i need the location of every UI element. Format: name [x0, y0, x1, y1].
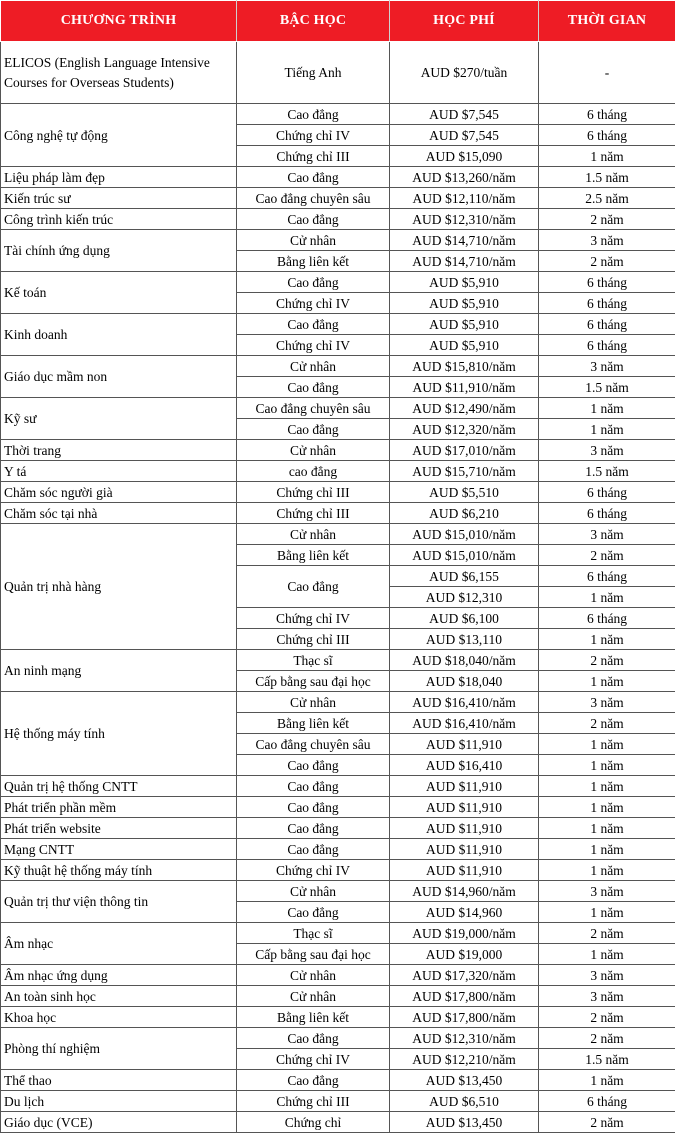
- level-cell: Chứng chỉ III: [237, 629, 390, 650]
- table-row: [1, 230, 675, 251]
- level-cell: Chứng chỉ IV: [237, 125, 390, 146]
- duration-cell: 6 tháng: [539, 125, 675, 146]
- level-cell: Cao đẳng: [237, 209, 390, 230]
- table-row: [1, 650, 675, 671]
- duration-cell: 6 tháng: [539, 566, 675, 587]
- table-row: [1, 923, 675, 944]
- fee-cell: AUD $11,910: [390, 818, 539, 839]
- level-cell: Chứng chỉ III: [237, 146, 390, 167]
- fee-cell: AUD $5,910: [390, 272, 539, 293]
- table-row: [1, 1091, 675, 1112]
- duration-cell: 1 năm: [539, 797, 675, 818]
- level-cell: Cao đẳng: [237, 776, 390, 797]
- level-cell: Cử nhân: [237, 881, 390, 902]
- duration-cell: 2 năm: [539, 923, 675, 944]
- table-row: [1, 461, 675, 482]
- duration-cell: 6 tháng: [539, 272, 675, 293]
- duration-cell: 1 năm: [539, 1070, 675, 1091]
- fee-cell: AUD $16,410/năm: [390, 692, 539, 713]
- level-cell: Cao đẳng: [237, 419, 390, 440]
- duration-cell: 1 năm: [539, 860, 675, 881]
- level-cell: Cao đẳng: [237, 167, 390, 188]
- level-cell: Cao đẳng: [237, 797, 390, 818]
- fee-cell: AUD $13,450: [390, 1070, 539, 1091]
- fee-cell: AUD $18,040/năm: [390, 650, 539, 671]
- program-name-cell: Mạng CNTT: [1, 839, 237, 860]
- table-row: [1, 776, 675, 797]
- table-row: [1, 104, 675, 125]
- table-row: [1, 503, 675, 524]
- table-row: [1, 881, 675, 902]
- fee-cell: AUD $7,545: [390, 104, 539, 125]
- fee-cell: AUD $13,110: [390, 629, 539, 650]
- level-cell: Cử nhân: [237, 356, 390, 377]
- program-name-cell: Kinh doanh: [1, 314, 237, 356]
- level-cell: Cao đẳng: [237, 902, 390, 923]
- fee-cell: AUD $15,010/năm: [390, 545, 539, 566]
- program-name-cell: Âm nhạc: [1, 923, 237, 965]
- program-name-cell: Khoa học: [1, 1007, 237, 1028]
- program-name-cell: Liệu pháp làm đẹp: [1, 167, 237, 188]
- level-cell: Cử nhân: [237, 692, 390, 713]
- fee-cell: AUD $12,310/năm: [390, 1028, 539, 1049]
- duration-cell: 3 năm: [539, 356, 675, 377]
- level-cell: Cao đẳng chuyên sâu: [237, 188, 390, 209]
- fee-cell: AUD $14,710/năm: [390, 230, 539, 251]
- level-cell: Cấp bằng sau đại học: [237, 671, 390, 692]
- table-row: [1, 524, 675, 545]
- fee-cell: AUD $17,800/năm: [390, 986, 539, 1007]
- level-cell: Cao đẳng: [237, 1070, 390, 1091]
- table-row: [1, 986, 675, 1007]
- duration-cell: 6 tháng: [539, 608, 675, 629]
- program-name-cell: Tài chính ứng dụng: [1, 230, 237, 272]
- header-row: [1, 1, 675, 42]
- level-cell: Cử nhân: [237, 965, 390, 986]
- header-level: BẬC HỌC: [237, 1, 390, 42]
- program-name-cell: Kỹ sư: [1, 398, 237, 440]
- duration-cell: 1 năm: [539, 398, 675, 419]
- level-cell: Chứng chỉ IV: [237, 1049, 390, 1070]
- table-row: [1, 860, 675, 881]
- fee-cell: AUD $14,960/năm: [390, 881, 539, 902]
- program-name-cell: An ninh mạng: [1, 650, 237, 692]
- duration-cell: 1 năm: [539, 818, 675, 839]
- level-cell: Chứng chỉ IV: [237, 860, 390, 881]
- table-row: [1, 398, 675, 419]
- duration-cell: 6 tháng: [539, 1091, 675, 1112]
- fee-cell: AUD $12,210/năm: [390, 1049, 539, 1070]
- duration-cell: 2 năm: [539, 251, 675, 272]
- duration-cell: 1 năm: [539, 587, 675, 608]
- fee-cell: AUD $11,910: [390, 776, 539, 797]
- header-duration: THỜI GIAN: [539, 1, 675, 42]
- fee-cell: AUD $11,910: [390, 860, 539, 881]
- table-row: [1, 1112, 675, 1133]
- duration-cell: 3 năm: [539, 986, 675, 1007]
- header-fee: HỌC PHÍ: [390, 1, 539, 42]
- fee-cell: AUD $15,810/năm: [390, 356, 539, 377]
- level-cell: Bằng liên kết: [237, 713, 390, 734]
- fee-cell: AUD $5,910: [390, 335, 539, 356]
- duration-cell: 6 tháng: [539, 314, 675, 335]
- program-name-cell: Quản trị hệ thống CNTT: [1, 776, 237, 797]
- duration-cell: 6 tháng: [539, 104, 675, 125]
- program-name-cell: Kế toán: [1, 272, 237, 314]
- table-row: [1, 209, 675, 230]
- level-cell: Chứng chỉ IV: [237, 608, 390, 629]
- level-cell: Cao đẳng: [237, 839, 390, 860]
- level-cell: Cao đẳng chuyên sâu: [237, 734, 390, 755]
- level-cell: Cử nhân: [237, 986, 390, 1007]
- program-name-cell: Thể thao: [1, 1070, 237, 1091]
- fee-cell: AUD $6,510: [390, 1091, 539, 1112]
- duration-cell: 3 năm: [539, 965, 675, 986]
- fee-cell: AUD $270/tuần: [390, 42, 539, 104]
- table-row: [1, 839, 675, 860]
- duration-cell: 1 năm: [539, 944, 675, 965]
- program-name-cell: Kiến trúc sư: [1, 188, 237, 209]
- fee-cell: AUD $12,110/năm: [390, 188, 539, 209]
- program-name-cell: Công trình kiến trúc: [1, 209, 237, 230]
- level-cell: Tiếng Anh: [237, 42, 390, 104]
- fee-cell: AUD $19,000: [390, 944, 539, 965]
- duration-cell: 2 năm: [539, 209, 675, 230]
- fee-cell: AUD $6,155: [390, 566, 539, 587]
- fee-cell: AUD $6,210: [390, 503, 539, 524]
- fee-cell: AUD $12,310/năm: [390, 209, 539, 230]
- fee-cell: AUD $7,545: [390, 125, 539, 146]
- fee-cell: AUD $6,100: [390, 608, 539, 629]
- program-name-cell: Kỹ thuật hệ thống máy tính: [1, 860, 237, 881]
- duration-cell: 3 năm: [539, 881, 675, 902]
- program-name-cell: Y tá: [1, 461, 237, 482]
- duration-cell: 6 tháng: [539, 482, 675, 503]
- level-cell: Bằng liên kết: [237, 545, 390, 566]
- fee-cell: AUD $11,910: [390, 797, 539, 818]
- duration-cell: 3 năm: [539, 524, 675, 545]
- program-name-cell: Công nghệ tự động: [1, 104, 237, 167]
- duration-cell: 3 năm: [539, 692, 675, 713]
- duration-cell: 2 năm: [539, 1112, 675, 1133]
- table-row: [1, 42, 675, 104]
- fee-cell: AUD $14,960: [390, 902, 539, 923]
- fee-cell: AUD $15,010/năm: [390, 524, 539, 545]
- table-row: [1, 482, 675, 503]
- duration-cell: 1 năm: [539, 671, 675, 692]
- duration-cell: 1 năm: [539, 734, 675, 755]
- duration-cell: 3 năm: [539, 440, 675, 461]
- level-cell: cao đẳng: [237, 461, 390, 482]
- level-cell: Bằng liên kết: [237, 251, 390, 272]
- fee-cell: AUD $15,710/năm: [390, 461, 539, 482]
- duration-cell: 2 năm: [539, 545, 675, 566]
- level-cell: Thạc sĩ: [237, 923, 390, 944]
- table-row: [1, 272, 675, 293]
- program-name-cell: An toàn sinh học: [1, 986, 237, 1007]
- level-cell: Chứng chỉ: [237, 1112, 390, 1133]
- table-row: [1, 1028, 675, 1049]
- duration-cell: 1 năm: [539, 146, 675, 167]
- level-cell: Cao đẳng: [237, 818, 390, 839]
- duration-cell: 1 năm: [539, 839, 675, 860]
- table-row: [1, 314, 675, 335]
- level-cell: Chứng chỉ IV: [237, 293, 390, 314]
- program-name-cell: Quản trị thư viện thông tin: [1, 881, 237, 923]
- table-row: [1, 356, 675, 377]
- duration-cell: 2.5 năm: [539, 188, 675, 209]
- program-name-cell: Âm nhạc ứng dụng: [1, 965, 237, 986]
- fee-cell: AUD $16,410: [390, 755, 539, 776]
- program-name-cell: Phát triển phần mềm: [1, 797, 237, 818]
- duration-cell: 6 tháng: [539, 335, 675, 356]
- level-cell: Cao đẳng: [237, 377, 390, 398]
- table-body: [1, 42, 675, 1133]
- fee-cell: AUD $13,450: [390, 1112, 539, 1133]
- level-cell: Cao đẳng: [237, 314, 390, 335]
- duration-cell: 3 năm: [539, 230, 675, 251]
- fee-cell: AUD $16,410/năm: [390, 713, 539, 734]
- fee-cell: AUD $5,510: [390, 482, 539, 503]
- level-cell: Chứng chỉ IV: [237, 335, 390, 356]
- level-cell: Cấp bằng sau đại học: [237, 944, 390, 965]
- program-name-cell: Giáo dục (VCE): [1, 1112, 237, 1133]
- table-row: [1, 965, 675, 986]
- duration-cell: 1.5 năm: [539, 377, 675, 398]
- level-cell: Bằng liên kết: [237, 1007, 390, 1028]
- level-cell: Cao đẳng: [237, 566, 390, 608]
- program-name-cell: Phát triển website: [1, 818, 237, 839]
- level-cell: Chứng chỉ III: [237, 482, 390, 503]
- duration-cell: 6 tháng: [539, 293, 675, 314]
- fee-cell: AUD $14,710/năm: [390, 251, 539, 272]
- table-row: [1, 1070, 675, 1091]
- program-name-cell: ELICOS (English Language Intensive Courses for Overseas Students): [1, 42, 237, 104]
- level-cell: Chứng chỉ III: [237, 503, 390, 524]
- level-cell: Cử nhân: [237, 440, 390, 461]
- fee-cell: AUD $18,040: [390, 671, 539, 692]
- duration-cell: 1 năm: [539, 629, 675, 650]
- duration-cell: 1 năm: [539, 902, 675, 923]
- duration-cell: 1.5 năm: [539, 461, 675, 482]
- fee-cell: AUD $12,310: [390, 587, 539, 608]
- duration-cell: -: [539, 42, 675, 104]
- level-cell: Cao đẳng: [237, 755, 390, 776]
- duration-cell: 1.5 năm: [539, 1049, 675, 1070]
- level-cell: Cao đẳng: [237, 1028, 390, 1049]
- program-name-cell: Thời trang: [1, 440, 237, 461]
- table-row: [1, 692, 675, 713]
- level-cell: Chứng chỉ III: [237, 1091, 390, 1112]
- fee-cell: AUD $12,320/năm: [390, 419, 539, 440]
- fee-cell: AUD $11,910: [390, 734, 539, 755]
- duration-cell: 2 năm: [539, 713, 675, 734]
- duration-cell: 6 tháng: [539, 503, 675, 524]
- level-cell: Cao đẳng: [237, 104, 390, 125]
- fee-cell: AUD $5,910: [390, 314, 539, 335]
- level-cell: Cao đẳng chuyên sâu: [237, 398, 390, 419]
- fee-cell: AUD $13,260/năm: [390, 167, 539, 188]
- table-row: [1, 167, 675, 188]
- program-name-cell: Chăm sóc người già: [1, 482, 237, 503]
- fee-cell: AUD $17,800/năm: [390, 1007, 539, 1028]
- table-row: [1, 188, 675, 209]
- table-row: [1, 797, 675, 818]
- duration-cell: 1 năm: [539, 776, 675, 797]
- fee-cell: AUD $12,490/năm: [390, 398, 539, 419]
- table-row: [1, 1007, 675, 1028]
- header-program: CHƯƠNG TRÌNH: [1, 1, 237, 42]
- table-row: [1, 818, 675, 839]
- level-cell: Thạc sĩ: [237, 650, 390, 671]
- duration-cell: 1.5 năm: [539, 167, 675, 188]
- duration-cell: 1 năm: [539, 419, 675, 440]
- duration-cell: 2 năm: [539, 650, 675, 671]
- fee-cell: AUD $19,000/năm: [390, 923, 539, 944]
- fee-cell: AUD $15,090: [390, 146, 539, 167]
- duration-cell: 2 năm: [539, 1028, 675, 1049]
- program-name-cell: Quản trị nhà hàng: [1, 524, 237, 650]
- duration-cell: 1 năm: [539, 755, 675, 776]
- fee-cell: AUD $17,010/năm: [390, 440, 539, 461]
- program-name-cell: Phòng thí nghiệm: [1, 1028, 237, 1070]
- duration-cell: 2 năm: [539, 1007, 675, 1028]
- level-cell: Cử nhân: [237, 524, 390, 545]
- level-cell: Cao đẳng: [237, 272, 390, 293]
- level-cell: Cử nhân: [237, 230, 390, 251]
- program-name-cell: Chăm sóc tại nhà: [1, 503, 237, 524]
- fee-cell: AUD $5,910: [390, 293, 539, 314]
- fee-cell: AUD $11,910: [390, 839, 539, 860]
- program-name-cell: Hệ thống máy tính: [1, 692, 237, 776]
- fee-cell: AUD $11,910/năm: [390, 377, 539, 398]
- program-name-cell: Du lịch: [1, 1091, 237, 1112]
- program-name-cell: Giáo dục mầm non: [1, 356, 237, 398]
- fee-cell: AUD $17,320/năm: [390, 965, 539, 986]
- table-row: [1, 440, 675, 461]
